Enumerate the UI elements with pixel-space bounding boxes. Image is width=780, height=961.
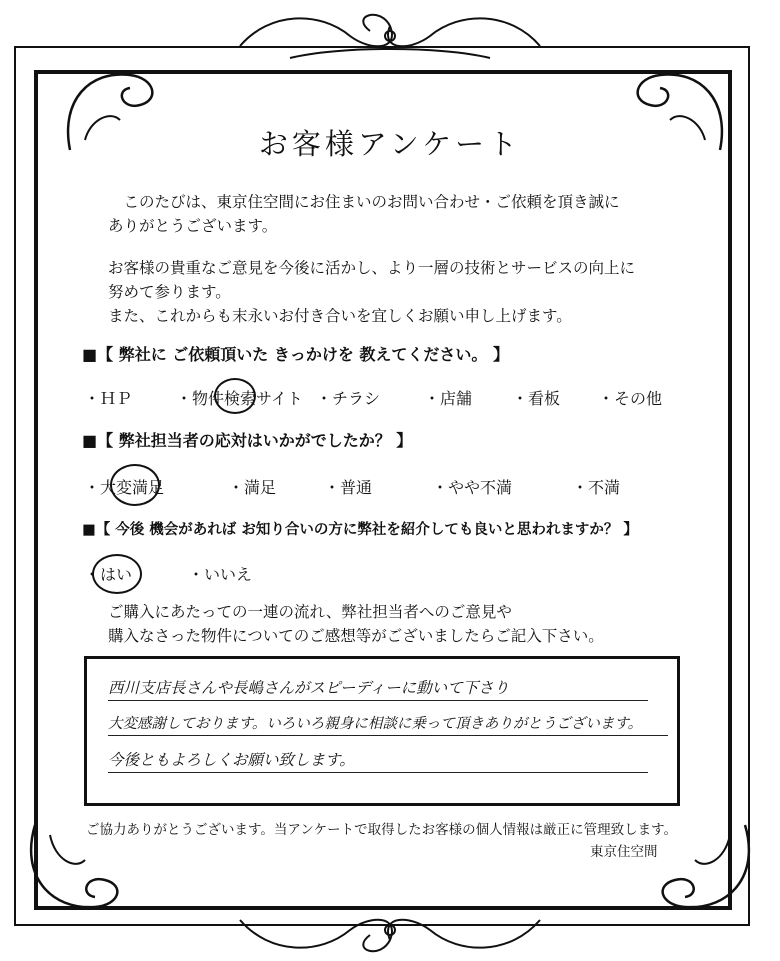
company-signature: 東京住空間 bbox=[590, 844, 658, 860]
comment-prompt bbox=[108, 600, 708, 648]
option-flyer[interactable]: ・チラシ bbox=[316, 389, 381, 408]
option-other[interactable]: ・その他 bbox=[598, 389, 663, 408]
intro-text bbox=[108, 190, 688, 238]
option-very-satisfied[interactable]: ・大変満足 bbox=[84, 478, 165, 497]
intro-line: ありがとうございます。 bbox=[108, 217, 278, 235]
intro-line: このたびは、東京住空間にお住まいのお問い合わせ・ご依頼を頂き誠に bbox=[123, 193, 620, 211]
top-scroll-ornament bbox=[230, 6, 550, 66]
selected-answer-circle bbox=[214, 378, 256, 414]
option-yes[interactable]: ・はい bbox=[84, 565, 133, 584]
intro-line: 努めて参ります。 bbox=[108, 283, 231, 301]
option-no[interactable]: ・いいえ bbox=[188, 565, 253, 584]
question-1-label: ■【 弊社に ご依頼頂いた きっかけを 教えてください。 】 bbox=[82, 345, 509, 364]
option-signboard[interactable]: ・看板 bbox=[512, 389, 561, 408]
option-satisfied[interactable]: ・満足 bbox=[228, 478, 277, 497]
selected-answer-circle bbox=[92, 554, 142, 594]
option-dissatisfied[interactable]: ・不満 bbox=[572, 478, 621, 497]
survey-title: お客様アンケート bbox=[258, 127, 522, 161]
option-store[interactable]: ・店舗 bbox=[424, 389, 473, 408]
selected-answer-circle bbox=[110, 464, 160, 506]
option-property-search-site[interactable]: ・物件検索サイト bbox=[176, 389, 303, 408]
handwritten-answer-line: 西川支店長さんや長嶋さんがスピーディーに動いて下さり bbox=[108, 676, 648, 701]
handwritten-answer-line: 大変感謝しております。いろいろ親身に相談に乗って頂きありがとうございます。 bbox=[108, 712, 668, 736]
intro-line: また、これからも末永いお付き合いを宜しくお願い申し上げます。 bbox=[108, 307, 572, 325]
handwritten-answer-line: 今後ともよろしくお願い致します。 bbox=[108, 748, 648, 773]
option-normal[interactable]: ・普通 bbox=[324, 478, 373, 497]
bottom-scroll-ornament bbox=[230, 900, 550, 960]
privacy-notice: ご協力ありがとうございます。当アンケートで取得したお客様の個人情報は厳正に管理致します。 bbox=[86, 822, 678, 838]
intro-text bbox=[108, 256, 688, 328]
question-3-label: ■【 今後 機会があれば お知り合いの方に弊社を紹介しても良いと思われますか？ 】 bbox=[82, 522, 638, 538]
option-somewhat-dissatisfied[interactable]: ・やや不満 bbox=[432, 478, 513, 497]
intro-line: お客様の貴重なご意見を今後に活かし、より一層の技術とサービスの向上に bbox=[108, 259, 636, 277]
comment-prompt-line: ご購入にあたっての一連の流れ、弊社担当者へのご意見や bbox=[108, 603, 512, 621]
option-hp[interactable]: ・ＨＰ bbox=[84, 389, 133, 408]
comment-prompt-line: 購入なさった物件についてのご感想等がございましたらご記入下さい。 bbox=[108, 627, 604, 645]
question-2-label: ■【 弊社担当者の応対はいかがでしたか？ 】 bbox=[82, 431, 413, 450]
